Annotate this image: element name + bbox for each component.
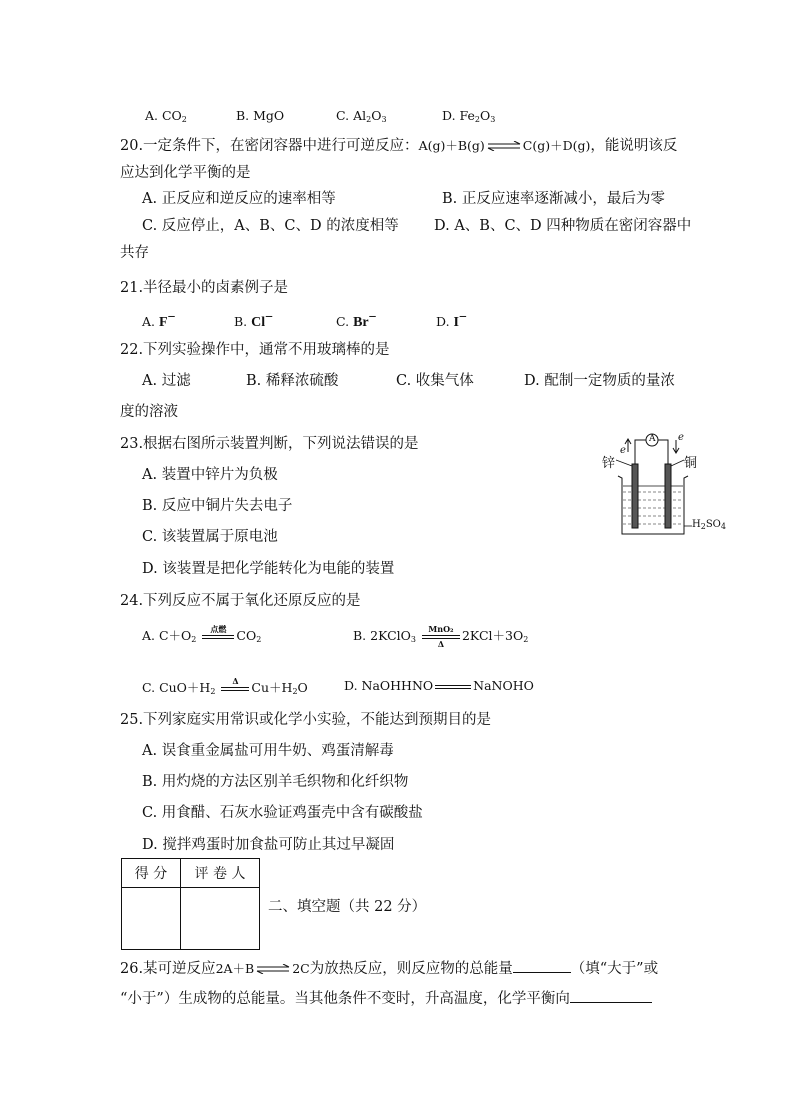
- q20-option-d: D. A、B、C、D 四种物质在密闭容器中: [434, 218, 692, 234]
- zinc-label: 锌: [602, 456, 616, 471]
- grader-cell[interactable]: [181, 888, 260, 950]
- q21-option-b: B. Cl−: [234, 310, 274, 331]
- q26-stem: 26.某可逆反应2A＋B 2C为放热反应，则反应物的总能量 （填“大于”或: [120, 961, 659, 977]
- q19-option-c: C. $Al_2O_3$: [336, 108, 387, 124]
- q25-stem: 25.下列家庭实用常识或化学小实验，不能达到预期目的是: [120, 712, 492, 728]
- q22-option-b: B. 稀释浓硫酸: [246, 373, 339, 389]
- q19-option-b: B. MgO: [236, 108, 285, 123]
- q24-option-d: D. NaOHHNO NaNOHO: [344, 678, 534, 693]
- q24-option-c: C. $CuO+H_2$ Δ $Cu+H_2O$: [142, 675, 308, 696]
- q25-option-d: D. 搅拌鸡蛋时加食盐可防止其过早凝固: [142, 837, 395, 853]
- q22-option-c: C. 收集气体: [396, 373, 474, 389]
- copper-label: 铜: [684, 456, 698, 471]
- answer-blank-2[interactable]: [570, 1002, 652, 1003]
- q23-option-d: D. 该装置是把化学能转化为电能的装置: [142, 561, 395, 577]
- q21-option-a: A. F−: [142, 310, 176, 331]
- score-cell[interactable]: [122, 888, 181, 950]
- q22-option-a: A. 过滤: [142, 373, 191, 389]
- q25-option-c: C. 用食醋、石灰水验证鸡蛋壳中含有碳酸盐: [142, 805, 423, 821]
- score-header: 得 分: [122, 859, 181, 888]
- reversible-arrow-icon: [487, 141, 521, 151]
- q19-option-a: A. $CO_2$: [145, 108, 187, 124]
- electron-label-left: e: [620, 445, 626, 456]
- q23-stem: 23.根据右图所示装置判断，下列说法错误的是: [120, 436, 419, 452]
- q21-option-d: D. I−: [436, 310, 467, 331]
- ammeter-label: A: [649, 434, 656, 444]
- galvanic-cell-figure: [598, 430, 728, 542]
- q22-option-d: D. 配制一定物质的量浓: [524, 373, 675, 389]
- q26-stem-cont: “小于”）生成物的总能量。当其他条件不变时，升高温度，化学平衡向: [120, 987, 652, 1008]
- q23-option-b: B. 反应中铜片失去电子: [142, 498, 293, 514]
- reversible-arrow-icon: [256, 964, 290, 974]
- q24-stem: 24.下列反应不属于氧化还原反应的是: [120, 593, 361, 609]
- acid-label: $H_2SO_4$: [692, 519, 726, 531]
- q20-stem-cont: 应达到化学平衡的是: [120, 165, 251, 181]
- q24-option-a: A. $C+O_2$ 点燃 $CO_2$: [142, 623, 262, 644]
- q20-option-a: A. 正反应和逆反应的速率相等: [142, 191, 336, 207]
- q21-stem: 21.半径最小的卤素例子是: [120, 280, 289, 296]
- q22-stem: 22.下列实验操作中，通常不用玻璃棒的是: [120, 342, 390, 358]
- q25-option-a: A. 误食重金属盐可用牛奶、鸡蛋清解毒: [142, 743, 394, 759]
- q21-option-c: C. Br−: [336, 310, 377, 331]
- q20-option-c: C. 反应停止，A、B、C、D 的浓度相等: [142, 218, 399, 234]
- electron-label-right: e: [678, 432, 684, 443]
- q23-option-c: C. 该装置属于原电池: [142, 529, 278, 545]
- q22-option-d-cont: 度的溶液: [120, 404, 178, 420]
- q25-option-b: B. 用灼烧的方法区别羊毛织物和化纤织物: [142, 774, 409, 790]
- score-table: [121, 858, 260, 950]
- q19-option-d: D. $Fe_2O_3$: [442, 108, 496, 124]
- grader-header: 评 卷 人: [181, 859, 260, 888]
- answer-blank-1[interactable]: [513, 972, 571, 973]
- q20-stem: 20.一定条件下，在密闭容器中进行可逆反应：A(g)＋B(g) C(g)＋D(g)，能说明该反: [120, 138, 678, 154]
- q24-option-b: B. 2KClO$_3$ MnO₂ Δ $2KCl+3O_2$: [353, 623, 529, 649]
- q20-option-b: B. 正反应速率逐渐减小，最后为零: [442, 191, 665, 207]
- section-title: 二、填空题（共 22 分）: [268, 899, 427, 915]
- q23-option-a: A. 装置中锌片为负极: [142, 467, 278, 483]
- q20-option-d-cont: 共存: [120, 245, 149, 261]
